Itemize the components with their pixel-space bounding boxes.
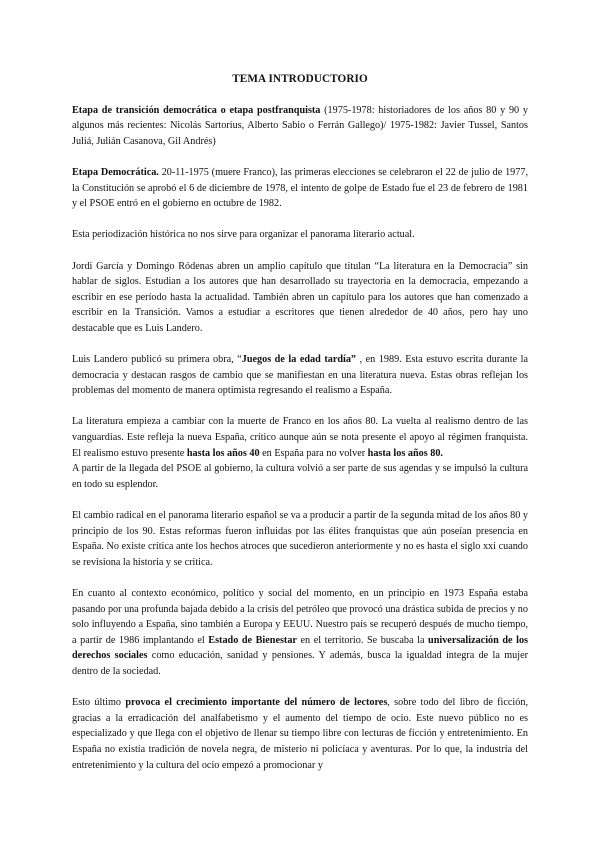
text-run: A partir de la llegada del PSOE al gobierno, la cultura volvió a ser parte de sus agendas y se impulsó la cultura en todo su esplendor. — [72, 463, 528, 490]
text-run: como educación, sanidad y pensiones. Y además, busca la igualdad íntegra de la mujer dentro de la sociedad. — [72, 650, 528, 677]
text-run: , sobre todo del libro de ficción, gracias a la erradicación del analfabetismo y el aumento del tiempo de ocio. Este nuevo público no es especializado y que llega con el objetivo de llenar su tiempo libre con lecturas de ficción y entretenimiento. En España no existía tradición de novela negra, de misterio ni policíaca y aventuras. Por lo que, la industria del entretenimiento y la cultura del ocio empezó a promocionar y — [72, 697, 528, 771]
text-run: , en 1989. Esta estuvo escrita durante la democracia y destacan rasgos de cambio que se manifiestan en una literatura nueva. Estas obras reflejan los problemas del momento de manera optimista regresando el realismo a España. — [72, 354, 528, 397]
bold-text: Etapa de transición democrática o etapa postfranquista — [72, 104, 321, 116]
bold-text: Etapa Democrática. — [72, 166, 159, 178]
document-page — [72, 72, 528, 789]
bold-text: Estado de Bienestar — [208, 634, 297, 646]
text-run: (1975-1978: historiadores de los años 80 y 90 y algunos más recientes: Nicolás Sartorius, Alberto Sabio o Ferrán Gallego)/ 1975-1982: Javier Tussel, Santos Juliá, Julián Casanova, Gil Andrés) — [72, 104, 528, 147]
document-body — [72, 103, 528, 774]
text-run: Esto último — [72, 697, 126, 709]
paragraph — [72, 165, 528, 212]
text-run: Esta periodización histórica no nos sirve para organizar el panorama literario actual. — [72, 229, 415, 241]
paragraph — [72, 414, 528, 461]
paragraph — [72, 508, 528, 570]
paragraph — [72, 586, 528, 680]
paragraph — [72, 461, 528, 492]
paragraph — [72, 103, 528, 150]
text-run: 20-11-1975 (muere Franco), las primeras elecciones se celebraron el 22 de julio de 1977, la Constitución se aprobó el 6 de diciembre de 1978, el intento de golpe de Estado fue el 23 de febrero de 1981 y el PSOE entró en el gobierno en octubre de 1982. — [72, 166, 528, 210]
bold-text: universalización de los derechos sociales — [72, 634, 529, 662]
bold-text: hasta los años 40 — [186, 447, 260, 459]
bold-text: provoca el crecimiento importante del número de lectores — [125, 697, 388, 709]
text-run: en el territorio. Se buscaba la — [296, 634, 429, 646]
paragraph — [72, 227, 528, 243]
text-run: Jordi García y Domingo Ródenas abren un amplio capítulo que titulan “La literatura en la Democracia” sin hablar de siglos. Estudian a los autores que han desarrollado su trayectoria en la democracia, empezando a escribir en ese período hasta la actualidad. También abren un capítulo para los autores que han comenzado a escribir en la Transición. Vamos a estudiar a escritores que tienen alrededor de 40 años, pero hay uno destacable que es Luis Landero. — [72, 260, 528, 334]
text-run: Luis Landero publicó su primera obra, “ — [72, 354, 242, 366]
paragraph — [72, 259, 528, 337]
text-run: La literatura empieza a cambiar con la muerte de Franco en los años 80. La vuelta al realismo dentro de las vanguardias. Este refleja la nueva España, crítico aunque aún se nota presente el apoyo al régimen franquista. El realismo estuvo presente — [72, 416, 528, 459]
bold-text: Juegos de la edad tardía” — [241, 354, 357, 366]
text-run: En cuanto al contexto económico, político y social del momento, en un principio en 1973 España estaba pasando por una profunda bajada debido a la crisis del petróleo que provocó una drástica subida de precios y no solo influyendo a España, sino también a Europa y EEUU. Nuestro país se recuperó después de mucho tiempo, a partir de 1986 implantando el — [72, 588, 528, 646]
text-run: El cambio radical en el panorama literario español se va a producir a partir de la segunda mitad de los años 80 y principio de los 90. Estas reformas fueron influidas por las élites franquistas que aún poseían presencia en España. No existe crítica ante los hechos atroces que sucedieron anteriormente y no es hasta el siglo xxi cuando se revisiona la historia y se critica. — [72, 510, 529, 568]
bold-text: hasta los años 80. — [367, 447, 443, 459]
paragraph — [72, 352, 528, 399]
text-run: en España para no volver — [259, 447, 368, 459]
document-title: TEMA INTRODUCTORIO — [232, 73, 368, 85]
paragraph — [72, 695, 528, 773]
